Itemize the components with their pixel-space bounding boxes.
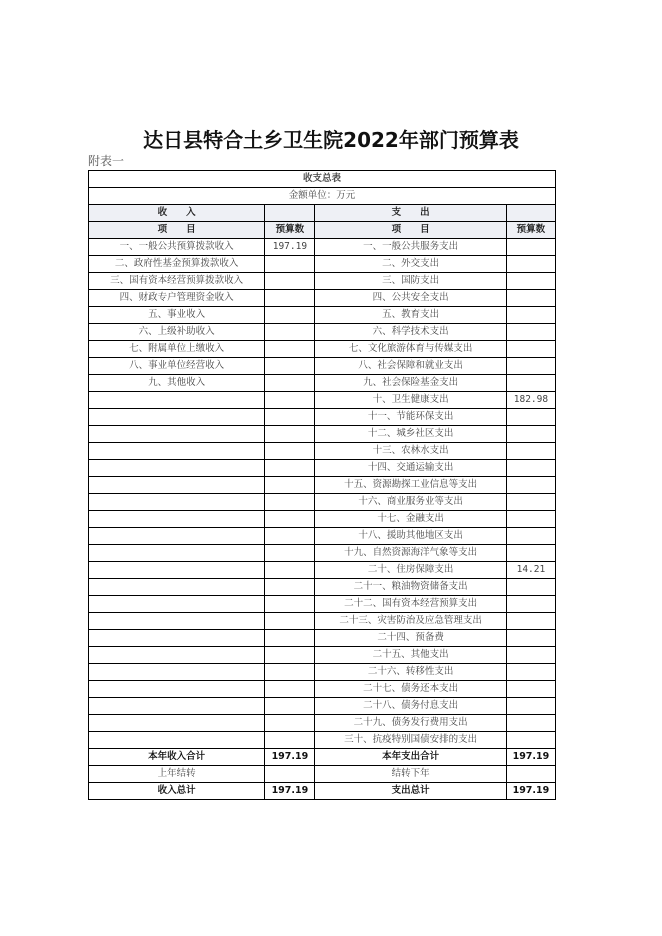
income-amount-cell xyxy=(265,596,315,613)
income-amount-cell xyxy=(265,630,315,647)
expense-amount-cell xyxy=(506,426,555,443)
expense-item-cell: 十四、交通运输支出 xyxy=(315,460,506,477)
expense-amount-cell xyxy=(506,375,555,392)
income-amount-cell xyxy=(265,358,315,375)
expense-item-cell: 六、科学技术支出 xyxy=(315,324,506,341)
expense-amount-cell xyxy=(506,443,555,460)
expense-item-cell: 七、文化旅游体育与传媒支出 xyxy=(315,341,506,358)
expense-item-cell: 九、社会保险基金支出 xyxy=(315,375,506,392)
table-row xyxy=(89,443,556,460)
table-row xyxy=(89,256,556,273)
table-row xyxy=(89,562,556,579)
expense-amount-cell xyxy=(506,596,555,613)
expense-item-cell: 十一、节能环保支出 xyxy=(315,409,506,426)
expense-amount-cell: 182.98 xyxy=(506,392,555,409)
income-item-cell xyxy=(89,545,265,562)
income-amount-cell xyxy=(265,256,315,273)
table-row xyxy=(89,596,556,613)
grand-total-row xyxy=(89,783,556,800)
expense-item-cell: 四、公共安全支出 xyxy=(315,290,506,307)
expense-amount-cell xyxy=(506,698,555,715)
income-item-cell: 本年收入合计 xyxy=(89,749,265,766)
table-row xyxy=(89,375,556,392)
table-row xyxy=(89,392,556,409)
income-amount-cell xyxy=(265,443,315,460)
income-item-cell xyxy=(89,664,265,681)
expense-item-cell: 八、社会保障和就业支出 xyxy=(315,358,506,375)
amount-unit: 金额单位：万元 xyxy=(89,188,556,205)
income-item-cell xyxy=(89,562,265,579)
income-item-cell xyxy=(89,528,265,545)
income-item-cell xyxy=(89,409,265,426)
income-item-cell xyxy=(89,494,265,511)
table-title-row xyxy=(89,171,556,188)
income-amount-cell xyxy=(265,715,315,732)
unit-row xyxy=(89,188,556,205)
income-item-cell: 四、财政专户管理资金收入 xyxy=(89,290,265,307)
income-item-cell xyxy=(89,392,265,409)
expense-item-cell: 十二、城乡社区支出 xyxy=(315,426,506,443)
expense-item-cell: 结转下年 xyxy=(315,766,506,783)
income-amount-cell xyxy=(265,375,315,392)
income-item-cell xyxy=(89,477,265,494)
table-row xyxy=(89,494,556,511)
income-amount-cell xyxy=(265,732,315,749)
table-row xyxy=(89,579,556,596)
income-amount-cell: 197.19 xyxy=(265,749,315,766)
table-row xyxy=(89,630,556,647)
income-amount-cell xyxy=(265,290,315,307)
table-row xyxy=(89,290,556,307)
expense-amount-cell xyxy=(506,630,555,647)
expense-item-cell: 本年支出合计 xyxy=(315,749,506,766)
income-amount-cell xyxy=(265,477,315,494)
table-title: 收支总表 xyxy=(89,171,556,188)
expense-amount-cell xyxy=(506,613,555,630)
income-item-cell xyxy=(89,698,265,715)
group-header-row xyxy=(89,205,556,222)
table-row xyxy=(89,341,556,358)
expense-amount-cell xyxy=(506,307,555,324)
expense-item-cell: 五、教育支出 xyxy=(315,307,506,324)
expense-item-cell: 二十二、国有资本经营预算支出 xyxy=(315,596,506,613)
income-group-header: 收 入 xyxy=(89,205,265,222)
expense-item-cell: 一、一般公共服务支出 xyxy=(315,239,506,256)
income-item-cell: 收入总计 xyxy=(89,783,265,800)
income-amount-cell: 197.19 xyxy=(265,783,315,800)
expense-item-cell: 二十六、转移性支出 xyxy=(315,664,506,681)
carryover-row xyxy=(89,766,556,783)
income-item-cell xyxy=(89,613,265,630)
income-amount-cell xyxy=(265,324,315,341)
income-item-cell xyxy=(89,732,265,749)
income-amount-cell xyxy=(265,307,315,324)
expense-amount-cell: 14.21 xyxy=(506,562,555,579)
table-row xyxy=(89,273,556,290)
table-row xyxy=(89,698,556,715)
income-amount-cell xyxy=(265,528,315,545)
income-amount-header: 预算数 xyxy=(265,222,315,239)
expense-amount-cell xyxy=(506,290,555,307)
table-row xyxy=(89,511,556,528)
table-row xyxy=(89,324,556,341)
expense-item-cell: 十六、商业服务业等支出 xyxy=(315,494,506,511)
income-amount-cell xyxy=(265,511,315,528)
expense-amount-cell xyxy=(506,256,555,273)
income-item-cell: 三、国有资本经营预算拨款收入 xyxy=(89,273,265,290)
table-row xyxy=(89,664,556,681)
income-item-cell xyxy=(89,630,265,647)
income-item-cell: 上年结转 xyxy=(89,766,265,783)
table-row xyxy=(89,477,556,494)
expense-item-cell: 二十八、债务付息支出 xyxy=(315,698,506,715)
expense-item-cell: 十七、金融支出 xyxy=(315,511,506,528)
income-item-cell xyxy=(89,596,265,613)
table-row xyxy=(89,613,556,630)
income-amount-cell xyxy=(265,681,315,698)
expense-item-cell: 二十、住房保障支出 xyxy=(315,562,506,579)
table-row xyxy=(89,732,556,749)
expense-amount-cell xyxy=(506,460,555,477)
expense-item-header: 项 目 xyxy=(315,222,506,239)
income-amount-cell xyxy=(265,613,315,630)
table-row xyxy=(89,307,556,324)
expense-amount-cell xyxy=(506,664,555,681)
table-row xyxy=(89,358,556,375)
income-item-cell xyxy=(89,681,265,698)
expense-item-cell: 二十九、债务发行费用支出 xyxy=(315,715,506,732)
expense-item-cell: 二、外交支出 xyxy=(315,256,506,273)
income-amount-cell xyxy=(265,460,315,477)
income-amount-cell xyxy=(265,766,315,783)
expense-amount-cell: 197.19 xyxy=(506,749,555,766)
expense-amount-cell xyxy=(506,732,555,749)
income-amount-cell xyxy=(265,494,315,511)
budget-summary-table xyxy=(88,170,556,800)
income-amount-cell xyxy=(265,698,315,715)
income-amount-cell xyxy=(265,409,315,426)
column-header-row xyxy=(89,222,556,239)
attachment-label: 附表一 xyxy=(88,154,125,168)
table-row xyxy=(89,409,556,426)
expense-item-cell: 十八、援助其他地区支出 xyxy=(315,528,506,545)
income-amount-cell xyxy=(265,562,315,579)
expense-amount-cell xyxy=(506,358,555,375)
expense-amount-cell xyxy=(506,766,555,783)
expense-item-cell: 二十四、预备费 xyxy=(315,630,506,647)
expense-item-cell: 二十一、粮油物资储备支出 xyxy=(315,579,506,596)
income-item-header: 项 目 xyxy=(89,222,265,239)
expense-amount-cell xyxy=(506,579,555,596)
income-item-cell: 七、附属单位上缴收入 xyxy=(89,341,265,358)
expense-item-cell: 支出总计 xyxy=(315,783,506,800)
table-row xyxy=(89,528,556,545)
expense-item-cell: 十五、资源勘探工业信息等支出 xyxy=(315,477,506,494)
table-row xyxy=(89,681,556,698)
income-item-cell xyxy=(89,647,265,664)
expense-amount-cell xyxy=(506,477,555,494)
expense-item-cell: 十九、自然资源海洋气象等支出 xyxy=(315,545,506,562)
expense-amount-cell xyxy=(506,681,555,698)
expense-amount-cell xyxy=(506,409,555,426)
income-item-cell: 六、上级补助收入 xyxy=(89,324,265,341)
expense-item-cell: 二十五、其他支出 xyxy=(315,647,506,664)
income-item-cell xyxy=(89,443,265,460)
expense-amount-cell xyxy=(506,273,555,290)
expense-group-header-blank xyxy=(506,205,555,222)
expense-item-cell: 十三、农林水支出 xyxy=(315,443,506,460)
year-total-row xyxy=(89,749,556,766)
expense-amount-cell xyxy=(506,511,555,528)
income-amount-cell xyxy=(265,341,315,358)
income-group-header-blank xyxy=(265,205,315,222)
expense-amount-cell xyxy=(506,341,555,358)
income-item-cell xyxy=(89,511,265,528)
document-title: 达日县特合土乡卫生院2022年部门预算表 xyxy=(143,128,519,152)
income-item-cell xyxy=(89,460,265,477)
table-row xyxy=(89,715,556,732)
income-item-cell: 五、事业收入 xyxy=(89,307,265,324)
expense-item-cell: 二十七、债务还本支出 xyxy=(315,681,506,698)
expense-amount-cell xyxy=(506,545,555,562)
table-row xyxy=(89,647,556,664)
income-item-cell: 八、事业单位经营收入 xyxy=(89,358,265,375)
expense-item-cell: 十、卫生健康支出 xyxy=(315,392,506,409)
income-item-cell: 二、政府性基金预算拨款收入 xyxy=(89,256,265,273)
expense-amount-cell xyxy=(506,647,555,664)
income-item-cell xyxy=(89,426,265,443)
expense-amount-cell xyxy=(506,494,555,511)
income-amount-cell xyxy=(265,273,315,290)
expense-item-cell: 三、国防支出 xyxy=(315,273,506,290)
income-amount-cell: 197.19 xyxy=(265,239,315,256)
income-item-cell xyxy=(89,579,265,596)
expense-amount-cell xyxy=(506,528,555,545)
table-row xyxy=(89,239,556,256)
income-item-cell: 一、一般公共预算拨款收入 xyxy=(89,239,265,256)
table-row xyxy=(89,545,556,562)
expense-amount-cell xyxy=(506,239,555,256)
expense-amount-cell: 197.19 xyxy=(506,783,555,800)
income-amount-cell xyxy=(265,664,315,681)
expense-amount-cell xyxy=(506,324,555,341)
expense-amount-cell xyxy=(506,715,555,732)
income-item-cell xyxy=(89,715,265,732)
table-row xyxy=(89,426,556,443)
income-item-cell: 九、其他收入 xyxy=(89,375,265,392)
income-amount-cell xyxy=(265,647,315,664)
expense-amount-header: 预算数 xyxy=(506,222,555,239)
income-amount-cell xyxy=(265,392,315,409)
income-amount-cell xyxy=(265,579,315,596)
table-row xyxy=(89,460,556,477)
expense-group-header: 支 出 xyxy=(315,205,506,222)
income-amount-cell xyxy=(265,545,315,562)
expense-item-cell: 三十、抗疫特别国债安排的支出 xyxy=(315,732,506,749)
expense-item-cell: 二十三、灾害防治及应急管理支出 xyxy=(315,613,506,630)
income-amount-cell xyxy=(265,426,315,443)
